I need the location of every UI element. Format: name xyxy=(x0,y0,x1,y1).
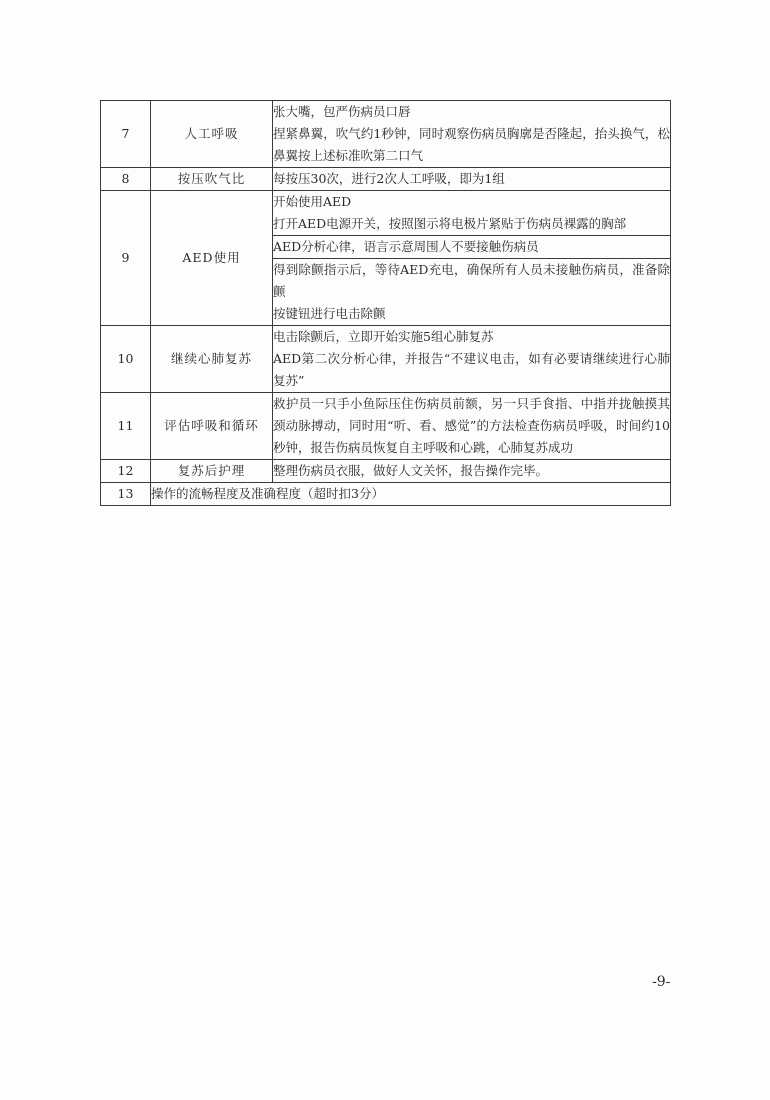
content-line: 按键钮进行电击除颤 xyxy=(273,306,386,321)
step-content xyxy=(273,236,671,259)
step-number: 12 xyxy=(101,460,151,483)
content-line: 捏紧鼻翼，吹气约1秒钟，同时观察伤病员胸廓是否隆起，抬头换气，松鼻翼按上述标准吹第二口气 xyxy=(273,126,670,163)
step-name: 评估呼吸和循环 xyxy=(151,393,273,460)
step-content xyxy=(273,259,671,326)
content-line: 救护员一只手小鱼际压住伤病员前额，另一只手食指、中指并拢触摸其颈动脉搏动，同时用“听、看、感觉”的方法检查伤病员呼吸，时间约10秒钟，报告伤病员恢复自主呼吸和心跳，心肺复苏成功 xyxy=(273,396,670,455)
content-line: AED第二次分析心律，并报告“不建议电击，如有必要请继续进行心肺复苏” xyxy=(273,351,670,388)
step-number: 10 xyxy=(101,326,151,393)
step-content xyxy=(273,393,671,460)
step-number: 9 xyxy=(101,191,151,326)
content-line: 电击除颤后，立即开始实施5组心肺复苏 xyxy=(273,329,494,344)
table-row xyxy=(101,191,671,236)
step-content xyxy=(273,168,671,191)
content-line: 得到除颤指示后，等待AED充电，确保所有人员未接触伤病员，准备除颤 xyxy=(273,262,670,299)
content-line: 打开AED电源开关，按照图示将电极片紧贴于伤病员裸露的胸部 xyxy=(273,216,627,231)
content-line: AED分析心律，语言示意周围人不要接触伤病员 xyxy=(273,239,539,254)
table-row xyxy=(101,168,671,191)
step-content xyxy=(273,460,671,483)
step-number: 8 xyxy=(101,168,151,191)
content-line: 开始使用AED xyxy=(273,194,352,209)
step-number: 7 xyxy=(101,101,151,168)
content-line: 整理伤病员衣服，做好人文关怀，报告操作完毕。 xyxy=(273,463,549,478)
table-row xyxy=(101,326,671,393)
step-number: 11 xyxy=(101,393,151,460)
content-line: 张大嘴，包严伤病员口唇 xyxy=(273,104,411,119)
step-name: AED使用 xyxy=(151,191,273,326)
cpr-steps-table xyxy=(100,100,671,506)
step-content xyxy=(273,101,671,168)
table-row xyxy=(101,393,671,460)
table-row xyxy=(101,101,671,168)
step-name: 按压吹气比 xyxy=(151,168,273,191)
step-name: 继续心肺复苏 xyxy=(151,326,273,393)
step-content xyxy=(273,326,671,393)
table-row xyxy=(101,460,671,483)
step-name: 人工呼吸 xyxy=(151,101,273,168)
page-number: -9- xyxy=(652,974,671,990)
content-line: 每按压30次，进行2次人工呼吸，即为1组 xyxy=(273,171,505,186)
table-row xyxy=(101,483,671,506)
step-number: 13 xyxy=(101,483,151,506)
final-criteria: 操作的流畅程度及准确程度（超时扣3分） xyxy=(151,483,671,506)
step-content xyxy=(273,191,671,236)
step-name: 复苏后护理 xyxy=(151,460,273,483)
